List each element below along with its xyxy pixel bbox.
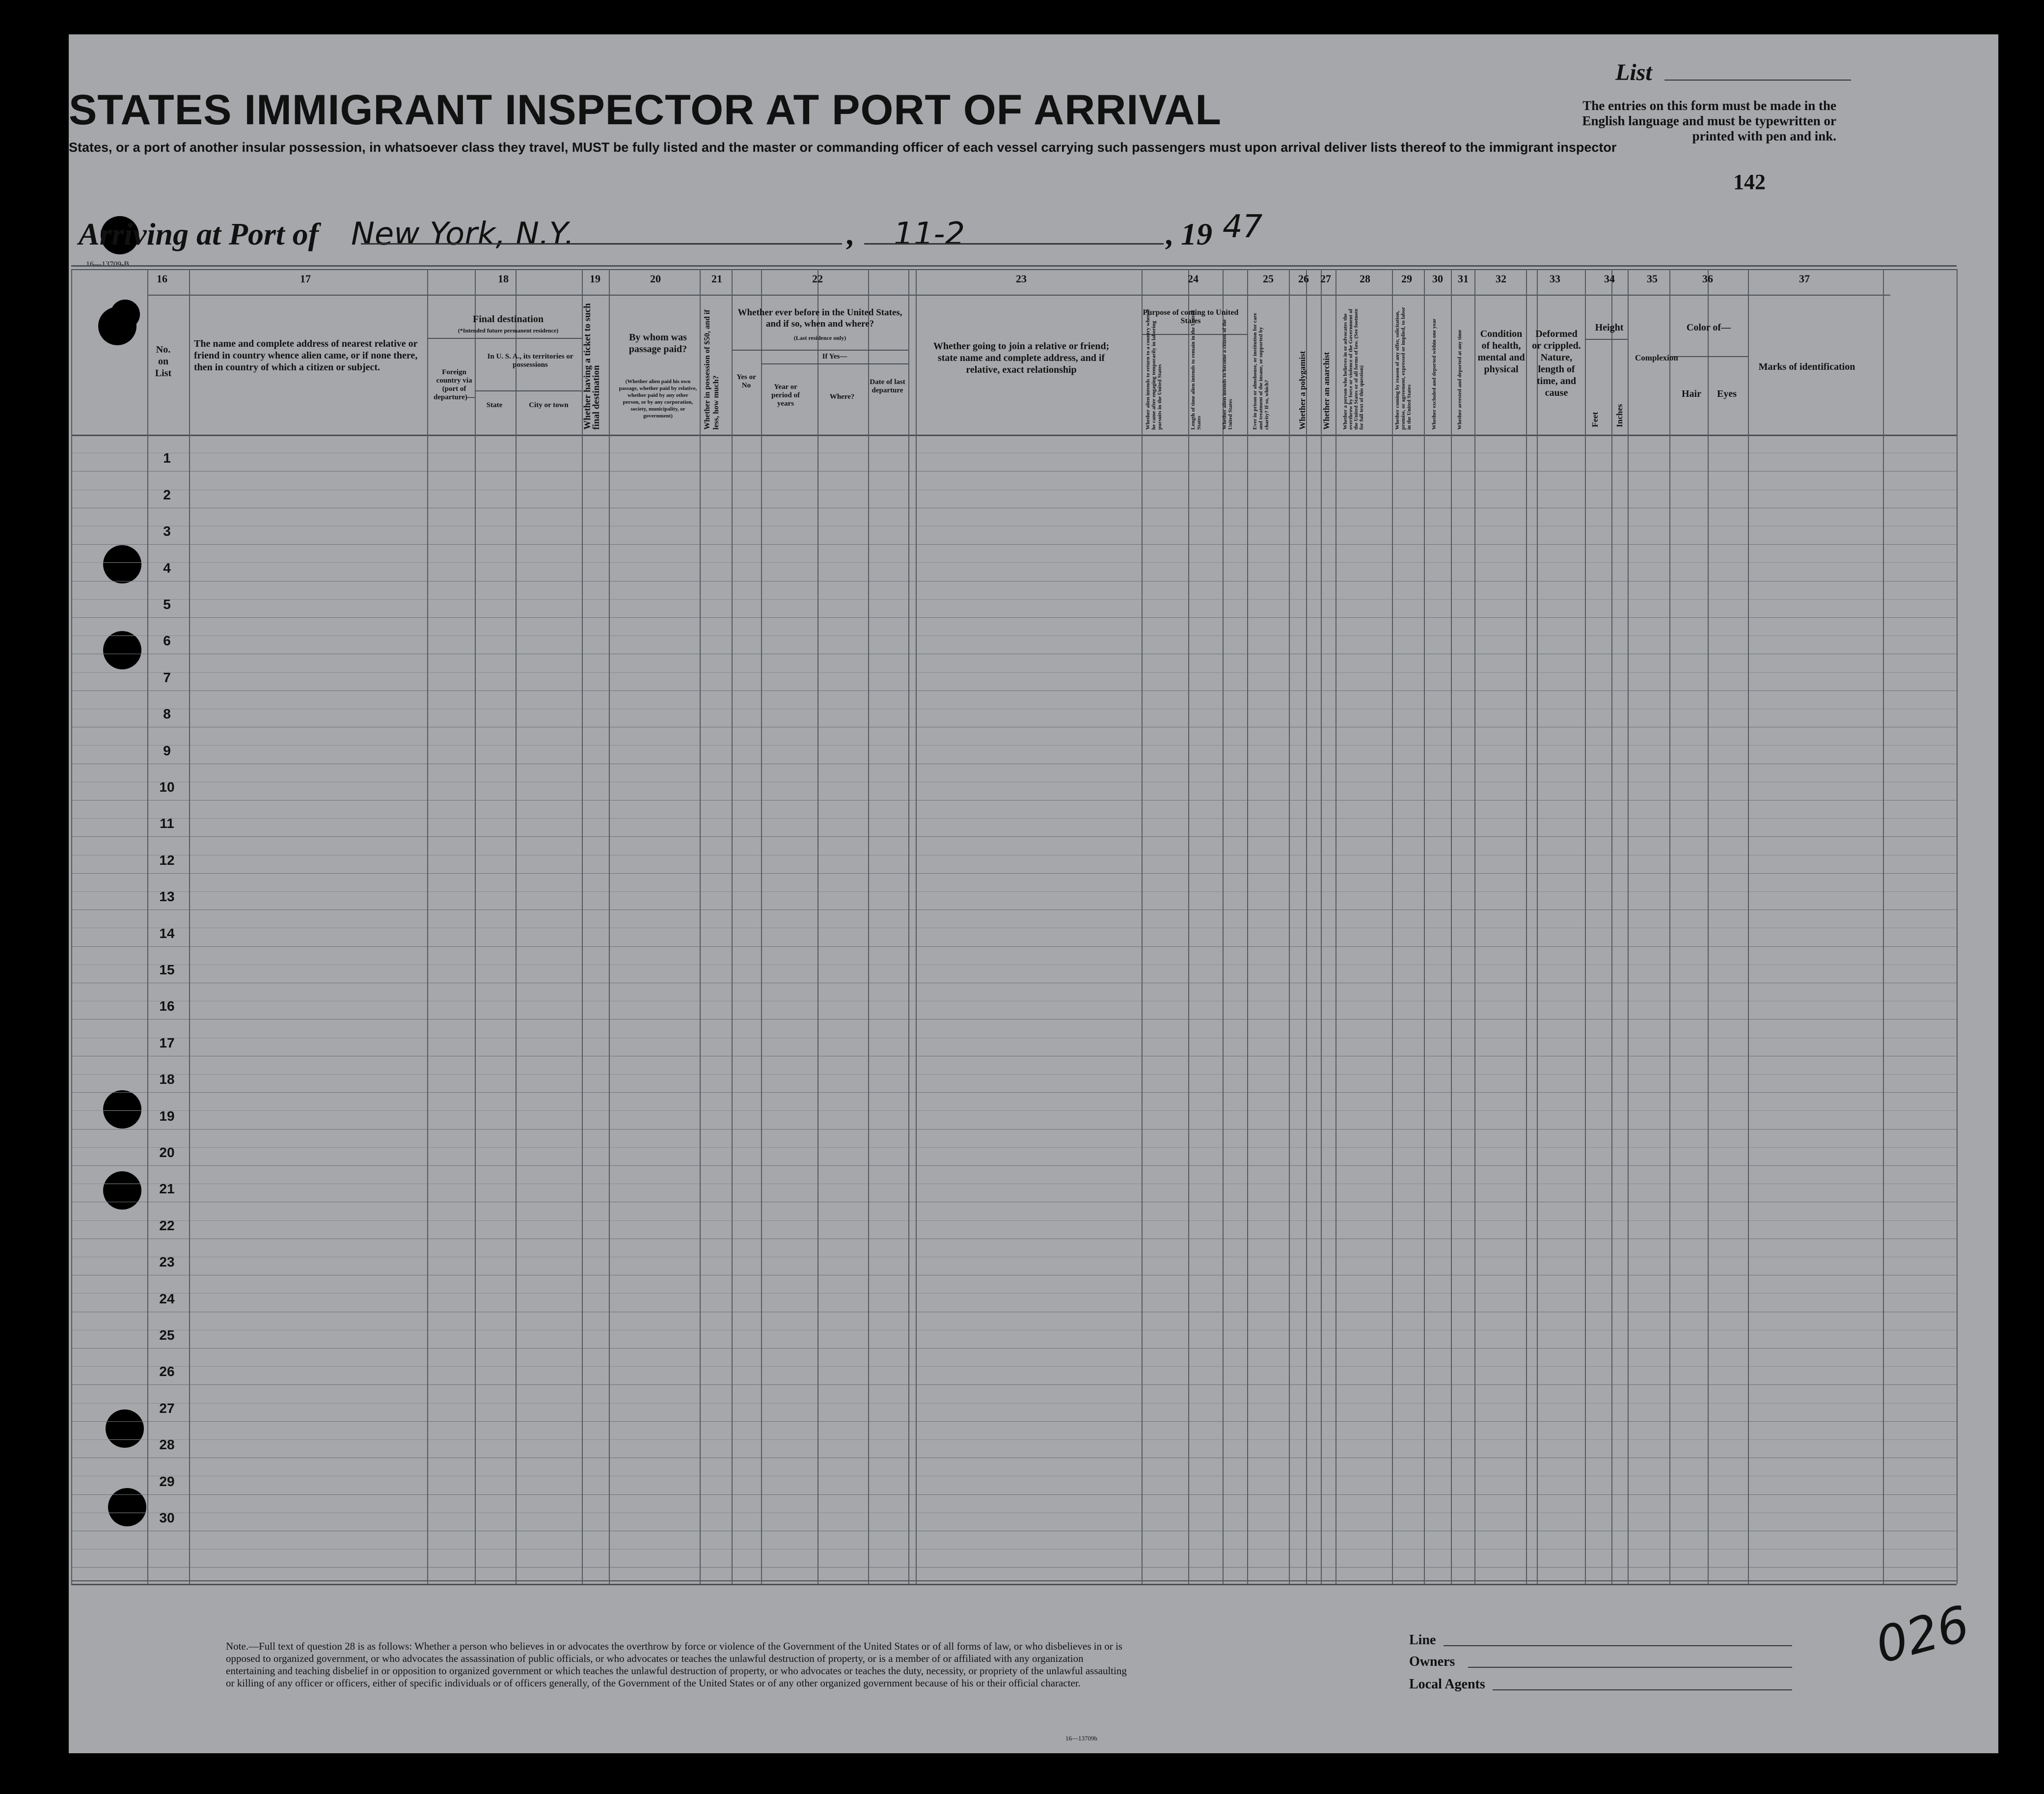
col-number-rule xyxy=(147,295,1890,296)
line-underline xyxy=(1444,1645,1792,1646)
row-number: 16 xyxy=(159,998,175,1014)
row-number: 3 xyxy=(163,524,171,539)
list-number-line xyxy=(1664,80,1851,81)
row-line xyxy=(71,1366,1957,1367)
row-number: 6 xyxy=(163,633,171,648)
column-line xyxy=(732,269,733,1584)
col-number: 24 xyxy=(1188,273,1199,285)
row-line xyxy=(71,544,1957,545)
arriving-line xyxy=(79,216,574,252)
year-suffix: 47 xyxy=(1223,209,1263,245)
row-line xyxy=(71,1220,1957,1221)
column-line xyxy=(916,269,917,1584)
header-complexion: Complexion xyxy=(1635,353,1678,362)
row-line xyxy=(71,1092,1957,1093)
header-if-yes: If Yes— xyxy=(822,353,847,360)
row-number: 7 xyxy=(163,670,171,685)
list-number: 142 xyxy=(1733,170,1766,194)
row-number: 21 xyxy=(159,1181,175,1196)
owners-underline xyxy=(1468,1667,1792,1668)
row-line xyxy=(71,1074,1957,1075)
column-line xyxy=(1957,269,1958,1584)
header-excluded: Whether excluded and deported within one year xyxy=(1431,318,1437,430)
header-prison: Ever in prison or almshouse, or institution for care and treatment of the insane, or supported by charity? If so, which? xyxy=(1252,313,1270,430)
row-number: 5 xyxy=(163,597,171,612)
row-number: 19 xyxy=(159,1108,175,1124)
row-line xyxy=(71,1567,1957,1568)
row-number: 2 xyxy=(163,487,171,502)
col-number: 34 xyxy=(1604,273,1615,285)
header-date-departure: Date of last departure xyxy=(870,378,905,394)
header-state: State xyxy=(486,401,503,409)
col-number: 35 xyxy=(1647,273,1658,285)
punch-hole xyxy=(103,1090,141,1129)
header-deformed: Deformed or crippled. Nature, length of time, and cause xyxy=(1532,329,1581,398)
port-underline xyxy=(361,243,842,245)
form-subtitle: States, or a port of another insular possession, in whatsoever class they travel, MUST be fully listed and the master or commanding officer of each vessel carrying such passengers must upon arrival deliver lists thereof to the immigrant inspector xyxy=(69,140,1617,155)
col-number: 37 xyxy=(1799,273,1810,285)
row-line xyxy=(71,672,1957,673)
col-number: 16 xyxy=(157,273,167,285)
header-final-destination: Final destination xyxy=(473,314,544,325)
column-line xyxy=(1628,269,1629,1584)
form-number-bottom: 16—13709b xyxy=(1065,1735,1097,1742)
header-nearest-relative: The name and complete address of nearest relative or friend in country whence alien came, or if none there, then in country of which a citizen or subject. xyxy=(194,338,418,373)
header-purpose-length: Length of time alien intends to remain in the United States xyxy=(1190,310,1202,430)
header-bottom-rule xyxy=(71,435,1957,436)
row-line xyxy=(71,1293,1957,1294)
row-line xyxy=(71,873,1957,874)
header-city: City or town xyxy=(529,401,569,409)
header-foreign-country: Foreign country via (port of departure)— xyxy=(434,368,475,401)
row-number: 28 xyxy=(159,1437,175,1452)
col-number: 17 xyxy=(300,273,311,285)
header-deported: Whether arrested and deported at any time xyxy=(1457,330,1463,430)
column-line xyxy=(1335,269,1336,1584)
row-line xyxy=(71,1421,1957,1422)
row-number: 24 xyxy=(159,1291,175,1306)
form-number-top: 16—13709-B xyxy=(86,260,129,269)
punch-hole xyxy=(103,545,141,583)
column-line xyxy=(1142,269,1143,1584)
header-labor-offer: Whether coming by reason of any offer, solicitation, promise, or agreement, expressed or implied, to labor in the United States xyxy=(1394,307,1412,430)
column-line xyxy=(71,269,72,1584)
header-last-residence: (Last residence only) xyxy=(793,334,846,341)
row-number: 18 xyxy=(159,1072,175,1087)
col-number: 25 xyxy=(1263,273,1274,285)
comma: , xyxy=(847,217,855,251)
row-number: 20 xyxy=(159,1145,175,1160)
row-line xyxy=(71,818,1957,819)
column-line xyxy=(427,269,428,1584)
header-passage-paid-note: (Whether alien paid his own passage, whether paid by relative, whether paid by any other person, or by any corporation, society, municipality, or government) xyxy=(619,379,697,419)
col-number: 27 xyxy=(1320,273,1331,285)
column-line xyxy=(1611,269,1612,1584)
arriving-label: Arriving at Port of xyxy=(79,217,319,251)
language-notice: The entries on this form must be made in the English language and must be typewritten or printed with pen and ink. xyxy=(1582,98,1836,143)
row-line xyxy=(71,1494,1957,1495)
punch-hole xyxy=(106,1409,144,1448)
row-line xyxy=(71,1129,1957,1130)
row-number: 12 xyxy=(159,853,175,868)
row-line xyxy=(71,946,1957,947)
row-number: 27 xyxy=(159,1401,175,1416)
row-line xyxy=(71,1348,1957,1349)
row-number: 29 xyxy=(159,1474,175,1489)
column-line xyxy=(1526,269,1527,1584)
agents-label: Local Agents xyxy=(1409,1677,1485,1692)
row-line xyxy=(71,836,1957,837)
row-line xyxy=(71,1110,1957,1111)
column-line xyxy=(609,269,610,1584)
header-ever-before: Whether ever before in the United States, and if so, when and where? xyxy=(737,307,902,329)
header-marks: Marks of identification xyxy=(1758,361,1855,372)
header-subrule xyxy=(1585,339,1628,340)
col-number: 33 xyxy=(1550,273,1560,285)
row-line xyxy=(71,635,1957,636)
row-number: 4 xyxy=(163,560,171,576)
row-line xyxy=(71,1403,1957,1404)
column-line xyxy=(582,269,583,1584)
header-subrule xyxy=(475,390,582,391)
margin-number: 026 xyxy=(1870,1595,1975,1675)
header-inches: Inches xyxy=(1615,404,1624,427)
year-prefix: 19 xyxy=(1181,217,1212,251)
col-number: 20 xyxy=(650,273,661,285)
row-number: 17 xyxy=(159,1035,175,1050)
row-number: 22 xyxy=(159,1218,175,1233)
header-join-relative: Whether going to join a relative or friend; state name and complete address, and if relative, exact relationship xyxy=(933,341,1110,375)
column-line xyxy=(1451,269,1452,1584)
header-feet: Feet xyxy=(1590,412,1600,427)
row-line xyxy=(71,599,1957,600)
table-bottom-rule xyxy=(71,1584,1957,1585)
column-line xyxy=(189,269,190,1584)
header-subrule xyxy=(427,338,582,339)
row-number: 11 xyxy=(160,816,174,831)
col-number: 32 xyxy=(1496,273,1506,285)
column-line xyxy=(1188,269,1189,1584)
header-subrule xyxy=(1669,356,1748,357)
header-subrule xyxy=(761,363,908,364)
column-line xyxy=(1392,269,1393,1584)
header-no-on-list: No. on List xyxy=(155,344,172,379)
col-number: 31 xyxy=(1458,273,1469,285)
header-purpose-citizen: Whether alien intends to become a citizen of the United States xyxy=(1222,319,1233,430)
row-line xyxy=(71,690,1957,691)
punch-hole xyxy=(103,631,141,669)
form-title: STATES IMMIGRANT INSPECTOR AT PORT OF ARRIVAL xyxy=(69,86,1222,134)
row-line xyxy=(71,1165,1957,1166)
header-yes-no: Yes or No xyxy=(736,373,756,389)
header-subrule xyxy=(732,350,908,351)
column-line xyxy=(1306,269,1307,1584)
row-line xyxy=(71,617,1957,618)
row-line xyxy=(71,1147,1957,1148)
agents-underline xyxy=(1493,1689,1792,1690)
comma: , xyxy=(1166,217,1174,251)
header-rule xyxy=(71,269,1957,270)
column-line xyxy=(1247,269,1248,1584)
column-line xyxy=(1585,269,1586,1584)
punch-hole xyxy=(110,300,140,329)
header-ticket: Whether having a ticket to such final destination xyxy=(582,303,601,430)
header-anarchist: Whether an anarchist xyxy=(1322,352,1331,430)
header-passage-paid: By whom was passage paid? xyxy=(628,332,687,355)
row-number: 15 xyxy=(159,962,175,977)
row-line xyxy=(71,855,1957,856)
row-line xyxy=(71,891,1957,892)
punch-hole xyxy=(103,1171,141,1210)
header-fifty-dollars: Whether in possession of $50, and if less, how much? xyxy=(703,309,720,430)
header-color-of: Color of— xyxy=(1686,322,1731,333)
column-line xyxy=(1708,269,1709,1584)
header-where: Where? xyxy=(829,393,855,401)
header-top-rule xyxy=(71,265,1957,267)
col-number: 30 xyxy=(1432,273,1443,285)
list-label: List xyxy=(1615,59,1652,85)
row-line xyxy=(71,1019,1957,1020)
column-line xyxy=(1748,269,1749,1584)
row-number: 1 xyxy=(163,450,171,466)
col-number: 23 xyxy=(1016,273,1027,285)
row-line xyxy=(71,562,1957,563)
row-line xyxy=(71,1439,1957,1440)
date-value: 11-2 xyxy=(894,216,965,252)
column-line xyxy=(761,269,762,1584)
row-number: 8 xyxy=(163,706,171,721)
column-line xyxy=(700,269,701,1584)
column-line xyxy=(1289,269,1290,1584)
row-number: 14 xyxy=(159,926,175,941)
col-number: 36 xyxy=(1702,273,1713,285)
col-number: 22 xyxy=(812,273,823,285)
column-line xyxy=(1669,269,1670,1584)
col-number: 18 xyxy=(498,273,509,285)
header-year-period: Year or period of years xyxy=(771,383,800,408)
header-polygamist: Whether a polygamist xyxy=(1298,351,1307,430)
column-line xyxy=(908,269,909,1584)
header-overthrow: Whether a person who believes in or advocates the overthrow by force or violence of the Government of the United States or of all forms of law. (See footnote for full text of this question) xyxy=(1342,308,1364,430)
column-line xyxy=(1883,269,1884,1584)
column-line xyxy=(1537,269,1538,1584)
column-line xyxy=(1424,269,1425,1584)
port-value: New York, N.Y. xyxy=(351,216,574,252)
row-number: 30 xyxy=(159,1510,175,1525)
col-number: 21 xyxy=(711,273,722,285)
footnote-question-28: Note.—Full text of question 28 is as follows: Whether a person who believes in or advocates the overthrow by force or violence of the Government of the United States or of all forms of law, or who disbelieves in or is opposed to organized government, or who advocates the assassination of public officials, or who advocates or teaches the unlawful destruction of property, or is a member of or affiliated with any organization entertaining and teaching disbelief in or opposition to organized government or which teaches the unlawful destruction of property, or who advocates or teaches the duty, necessity, or propriety of the unlawful assaulting or killing of any officer or officers, either of specific individuals or of officers generally, of the Government of the United States or of any other organized government because of his or their official character. xyxy=(226,1640,1127,1689)
row-number: 26 xyxy=(159,1364,175,1379)
column-line xyxy=(1474,269,1475,1584)
col-number: 19 xyxy=(590,273,600,285)
header-in-usa: In U. S. A., its territories or possessions xyxy=(487,353,573,369)
row-number: 23 xyxy=(159,1254,175,1270)
punch-hole xyxy=(108,1488,146,1526)
column-line xyxy=(868,269,869,1584)
col-number: 29 xyxy=(1401,273,1412,285)
header-purpose-return: Whether alien intends to return to a country whence he came after engaging temporarily in laboring pursuits in the United States xyxy=(1145,309,1163,430)
header-final-destination-note: (*Intended future permanent residence) xyxy=(458,327,559,334)
header-purpose: Purpose of coming to United States xyxy=(1143,308,1239,325)
header-health: Condition of health, mental and physical xyxy=(1477,329,1525,375)
header-height: Height xyxy=(1595,322,1624,333)
row-number: 25 xyxy=(159,1327,175,1343)
col-number: 28 xyxy=(1360,273,1370,285)
column-line xyxy=(1321,269,1322,1584)
row-number: 9 xyxy=(163,743,171,758)
owners-label: Owners xyxy=(1409,1654,1455,1669)
form-sheet xyxy=(69,34,1998,1753)
column-line xyxy=(516,269,517,1584)
row-number: 10 xyxy=(159,779,175,795)
row-number: 13 xyxy=(159,889,175,904)
header-hair: Hair xyxy=(1682,388,1701,399)
line-label: Line xyxy=(1409,1632,1436,1648)
column-line xyxy=(1223,269,1224,1584)
date-underline xyxy=(864,243,1164,245)
header-eyes: Eyes xyxy=(1717,388,1737,399)
column-line xyxy=(475,269,476,1584)
row-line xyxy=(71,1384,1957,1385)
table-bottom-rule xyxy=(71,1580,1957,1581)
col-number: 26 xyxy=(1298,273,1309,285)
